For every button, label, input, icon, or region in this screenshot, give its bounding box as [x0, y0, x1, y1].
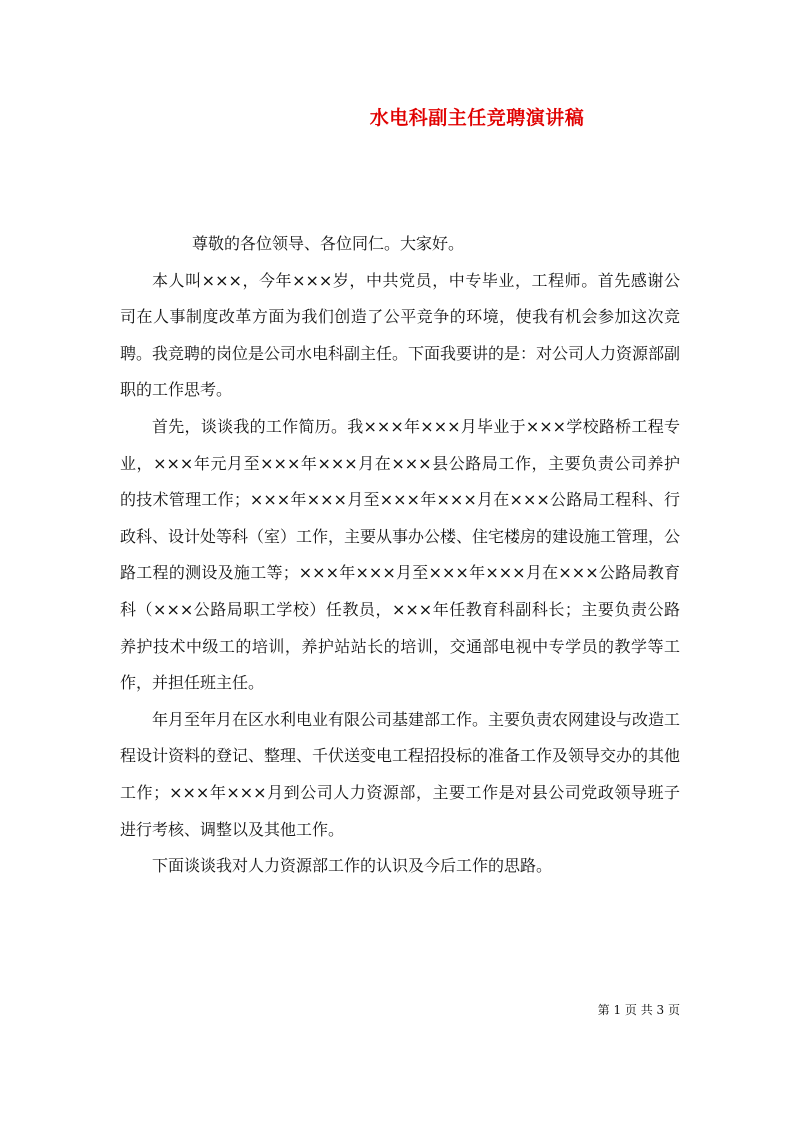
paragraph-work-history: 首先，谈谈我的工作简历。我×××年×××月毕业于×××学校路桥工程专业，×××年元月至×××年×××月在×××县公路局工作，主要负责公司养护的技术管理工作；×××年×××月至×××年×××月在×××公路局工程科、行政科、设计处等科（室）工作，主要从事办公楼、住宅楼房的建设施工管理，公路工程的测设及施工等；×××年×××月至×××年×××月在×××公路局教育科（×××公路局职工学校）任教员，×××年任教育科副科长；主要负责公路养护技术中级工的培训，养护站站长的培训，交通部电视中专学员的教学等工作，并担任班主任。	[120, 416, 681, 693]
paragraph-recent-work: 年月至年月在区水利电业有限公司基建部工作。主要负责农网建设与改造工程设计资料的登记、整理、千伏送变电工程招投标的准备工作及领导交办的其他工作；×××年×××月到公司人力资源部，主要工作是对县公司党政领导班子进行考核、调整以及其他工作。	[120, 709, 681, 839]
paragraph-transition: 下面谈谈我对人力资源部工作的认识及今后工作的思路。	[152, 856, 553, 876]
paragraph-introduction: 本人叫×××，今年×××岁，中共党员，中专毕业，工程师。首先感谢公司在人事制度改革方面为我们创造了公平竞争的环境，使我有机会参加这次竞聘。我竞聘的岗位是公司水电科副主任。下面我要讲的是：对公司人力资源部副职的工作思考。	[120, 270, 681, 400]
paragraph-greeting: 尊敬的各位领导、各位同仁。大家好。	[192, 234, 465, 253]
document-body	[120, 226, 680, 885]
document-title: 水电科副主任竞聘演讲稿	[369, 107, 585, 129]
page-number-footer: 第 1 页 共 3 页	[597, 1003, 680, 1017]
